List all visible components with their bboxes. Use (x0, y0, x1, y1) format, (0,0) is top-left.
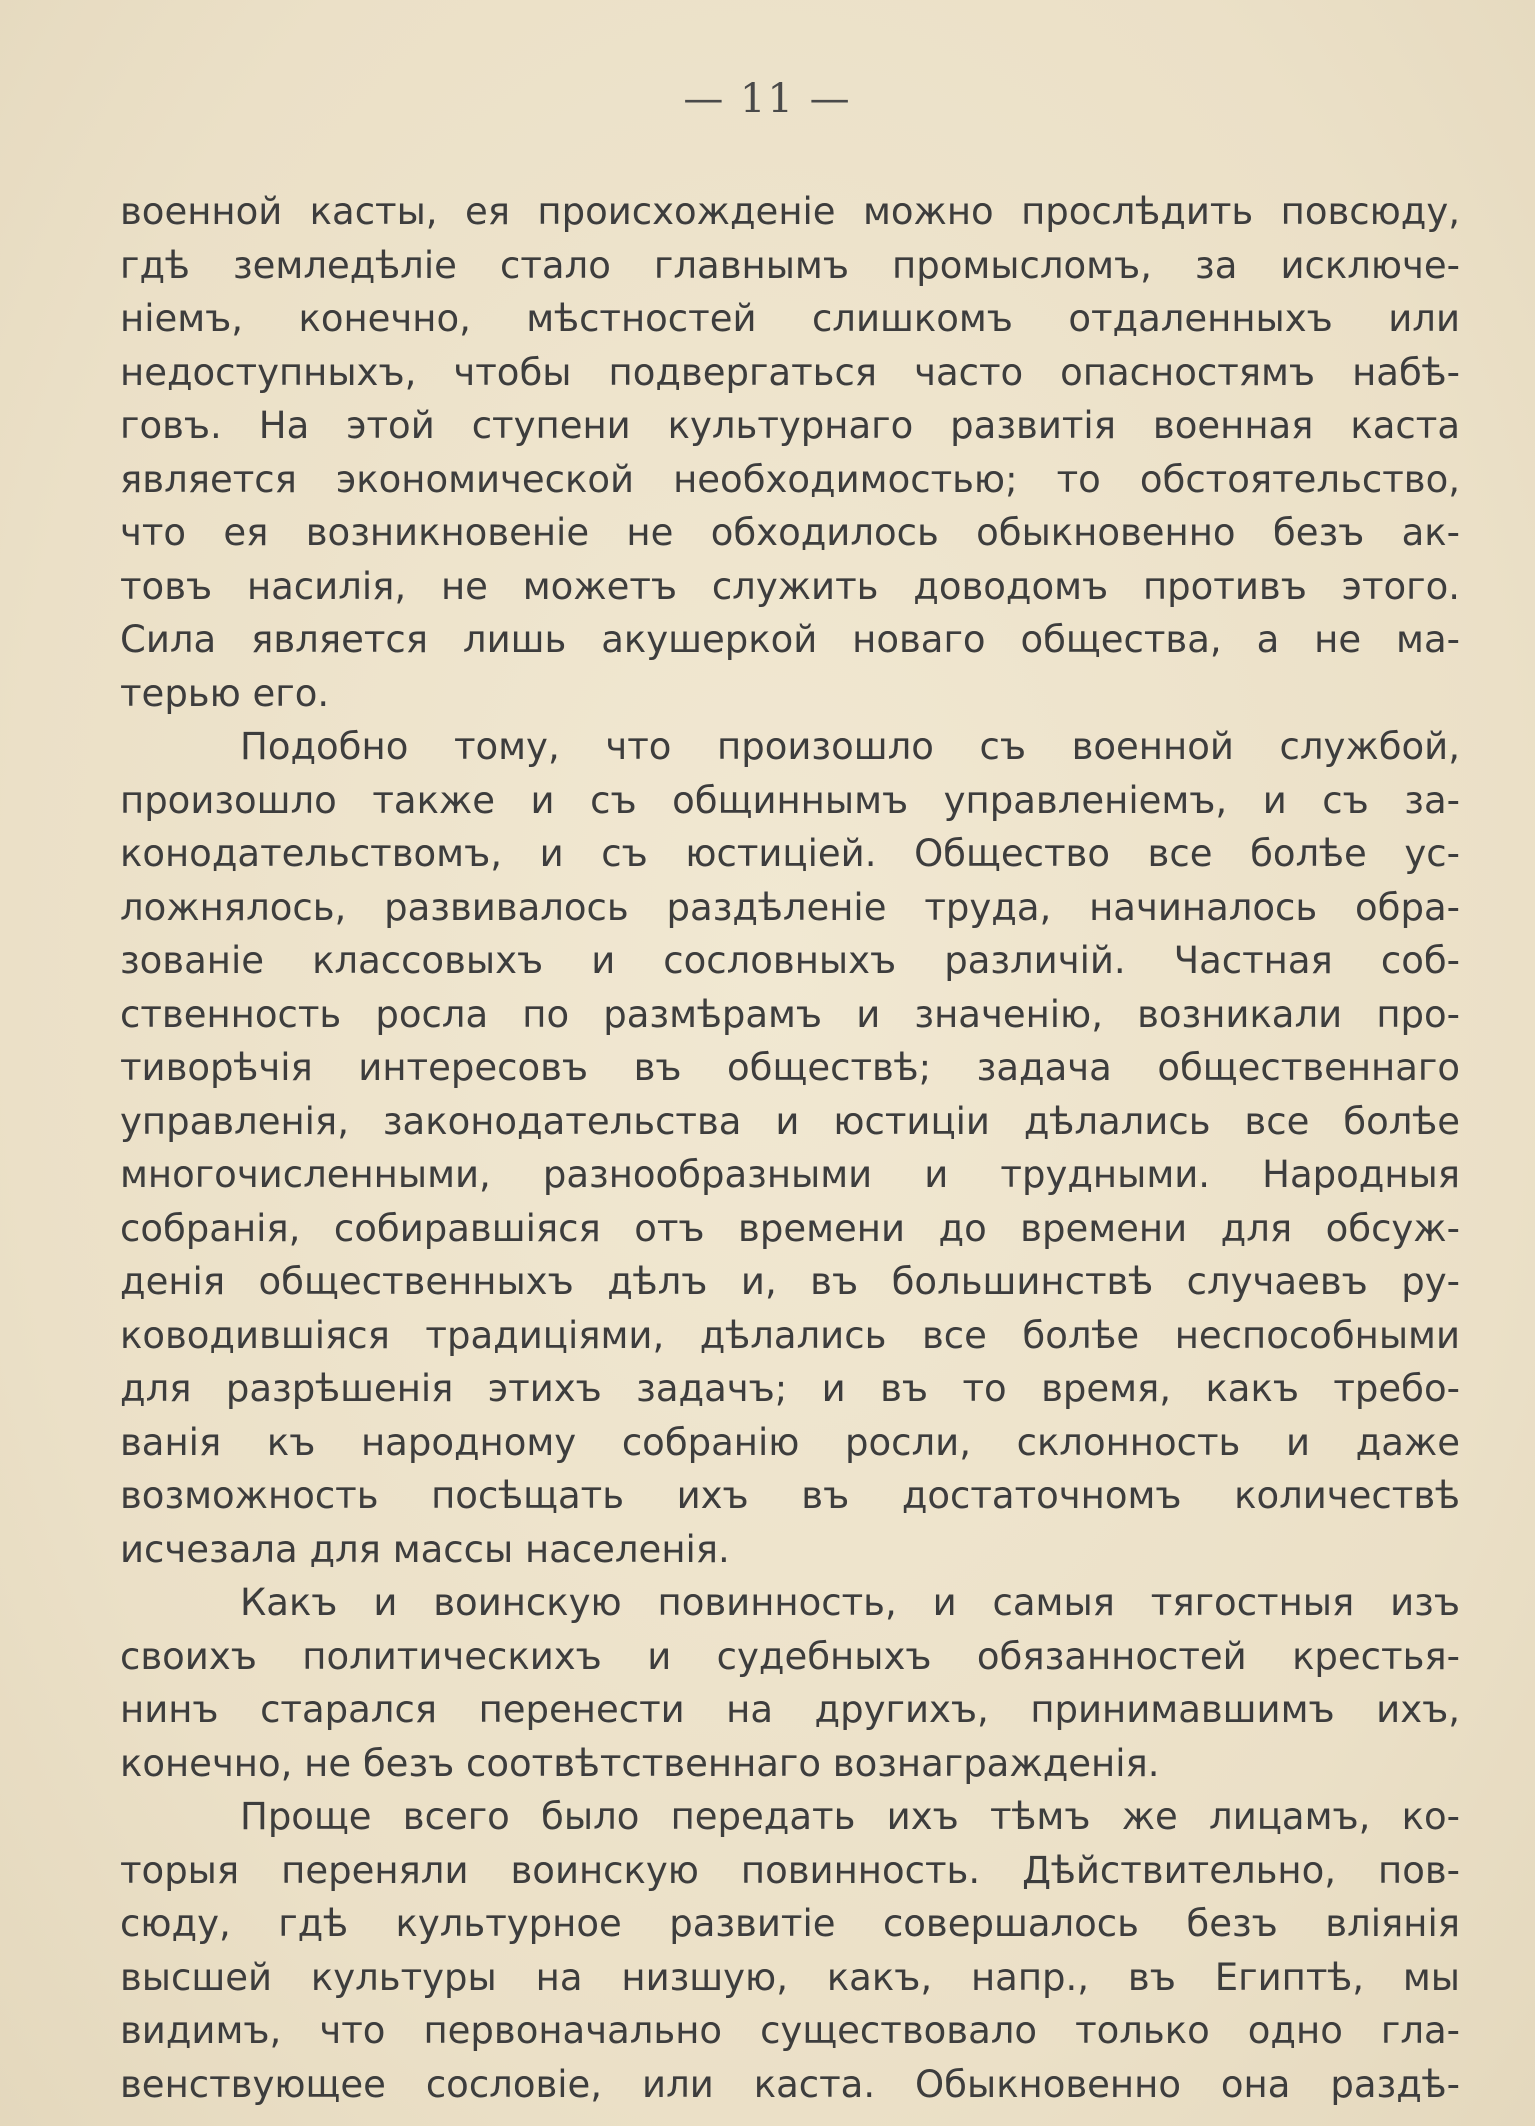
text-line: высшей культуры на низшую, какъ, напр., въ Египтѣ, мы (120, 1955, 1460, 1999)
text-line: видимъ, что первоначально существовало только одно гла- (120, 2009, 1460, 2052)
text-line: гдѣ земледѣліе стало главнымъ промысломъ, за исключе- (120, 243, 1460, 287)
text-line: для разрѣшенія этихъ задачъ; и въ то время, какъ требо- (120, 1367, 1460, 1410)
paragraph (120, 720, 1460, 1576)
text-line: ководившіяся традиціями, дѣлались все болѣе неспособными (120, 1313, 1460, 1357)
text-line: конодательствомъ, и съ юстиціей. Общество все болѣе ус- (120, 832, 1460, 875)
text-line: тиворѣчія интересовъ въ обществѣ; задача общественнаго (120, 1046, 1460, 1089)
text-line: говъ. На этой ступени культурнаго развитія военная каста (120, 404, 1460, 447)
text-line: Какъ и воинскую повинность, и самыя тягостныя изъ (240, 1581, 1460, 1624)
text-line: терью его. (120, 671, 330, 715)
text-line: военной касты, ея происхожденіе можно прослѣдить повсюду, (120, 190, 1460, 233)
text-line: ніемъ, конечно, мѣстностей слишкомъ отдаленныхъ или (120, 297, 1460, 340)
text-line: венствующее сословіе, или каста. Обыкновенно она раздѣ- (120, 2062, 1460, 2106)
text-line: ложнялось, развивалось раздѣленіе труда, начиналось обра- (120, 885, 1460, 929)
text-line: возможность посѣщать ихъ въ достаточномъ количествѣ (120, 1474, 1460, 1517)
text-line: произошло также и съ общиннымъ управленіемъ, и съ за- (120, 778, 1460, 822)
text-line: исчезала для массы населенія. (120, 1527, 730, 1571)
paragraph (120, 1576, 1460, 1790)
text-line: зованіе классовыхъ и сословныхъ различій. Частная соб- (120, 939, 1460, 982)
text-line: Подобно тому, что произошло съ военной службой, (240, 725, 1460, 768)
text-line: Проще всего было передать ихъ тѣмъ же лицамъ, ко- (240, 1795, 1460, 1838)
text-line: собранія, собиравшіяся отъ времени до времени для обсуж- (120, 1206, 1460, 1250)
text-line: что ея возникновеніе не обходилось обыкновенно безъ ак- (120, 511, 1460, 554)
text-line: многочисленными, разнообразными и трудными. Народныя (120, 1153, 1460, 1196)
text-line: нинъ старался перенести на другихъ, принимавшимъ ихъ, (120, 1688, 1460, 1731)
paragraph (120, 1790, 1460, 2111)
page-number: — 11 — (683, 76, 852, 122)
text-line: своихъ политическихъ и судебныхъ обязанностей крестья- (120, 1634, 1460, 1678)
text-line: Сила является лишь акушеркой новаго общества, а не ма- (120, 618, 1460, 661)
text-line: конечно, не безъ соотвѣтственнаго вознагражденія. (120, 1741, 1160, 1785)
text-line: торыя переняли воинскую повинность. Дѣйствительно, пов- (120, 1848, 1460, 1892)
text-line: денія общественныхъ дѣлъ и, въ большинствѣ случаевъ ру- (120, 1260, 1460, 1303)
text-line: недоступныхъ, чтобы подвергаться часто опасностямъ набѣ- (120, 350, 1460, 394)
text-line: является экономической необходимостью; то обстоятельство, (120, 457, 1460, 501)
text-line: сюду, гдѣ культурное развитіе совершалось безъ вліянія (120, 1902, 1460, 1945)
text-line: товъ насилія, не можетъ служить доводомъ противъ этого. (120, 564, 1460, 608)
body-text (120, 185, 1460, 2111)
text-line: ственность росла по размѣрамъ и значенію, возникали про- (120, 992, 1460, 1036)
text-line: ванія къ народному собранію росли, склонность и даже (120, 1420, 1460, 1464)
text-line: управленія, законодательства и юстиціи дѣлались все болѣе (120, 1099, 1460, 1143)
paragraph (120, 185, 1460, 720)
